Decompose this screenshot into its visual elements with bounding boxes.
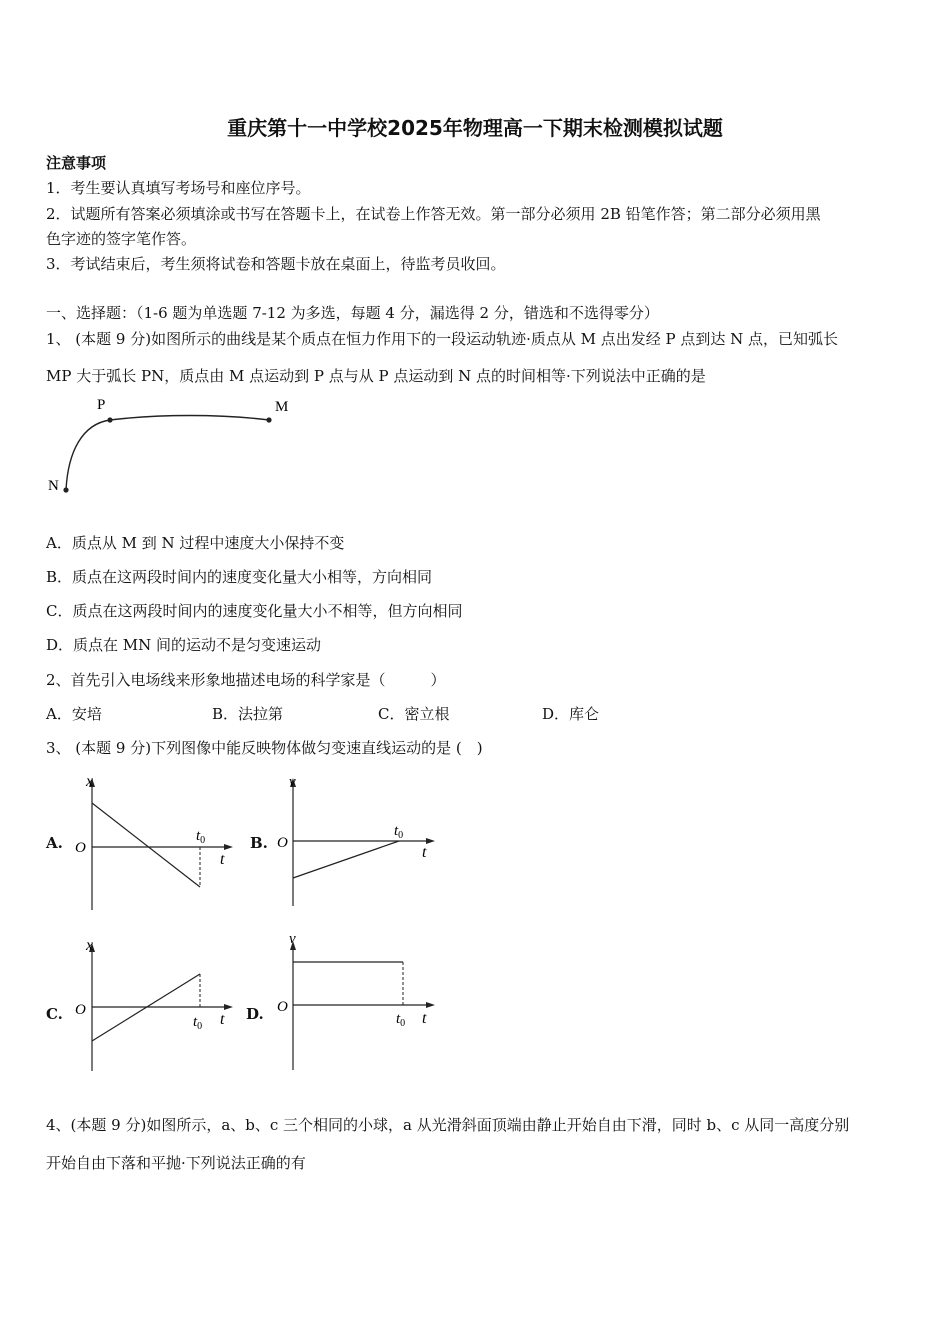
graph-c-x-label: t — [220, 1011, 225, 1028]
trajectory-curve — [66, 416, 269, 491]
graph-b-t0: $t_0$ — [394, 823, 404, 841]
q2-option-c: C．密立根 — [378, 705, 450, 723]
graph-a-label: A. — [46, 834, 63, 852]
graph-d-y-label: v — [289, 931, 296, 947]
point-p-dot — [107, 417, 112, 422]
q4-stem-line1: 4、(本题 9 分)如图所示，a、b、c 三个相同的小球，a 从光滑斜面顶端由静止开始自由下滑，同时 b、c 从同一高度分别 — [46, 1116, 850, 1134]
point-m-label: M — [275, 399, 289, 415]
graph-a-y-label: x — [86, 773, 94, 790]
graph-c-y-label: x — [86, 937, 94, 954]
graph-c-t0: $t_0$ — [193, 1014, 203, 1032]
q2-option-b: B．法拉第 — [212, 705, 284, 723]
graph-a-t0: $t_0$ — [196, 828, 206, 846]
graph-a-x-label: t — [220, 851, 225, 868]
graph-b-line — [293, 841, 399, 878]
graph-d-t0: $t_0$ — [396, 1011, 406, 1029]
point-n-label: N — [48, 478, 59, 494]
q1-stem-line1: 1、 (本题 9 分)如图所示的曲线是某个质点在恒力作用下的一段运动轨迹·质点从 M 点出发经 P 点到达 N 点，已知弧长 — [46, 330, 839, 348]
q1-stem-line2: MP 大于弧长 PN，质点由 M 点运动到 P 点与从 P 点运动到 N 点的时间相等·下列说法中正确的是 — [46, 367, 706, 385]
graph-c-label: C. — [46, 1005, 63, 1023]
q1-option-b: B．质点在这两段时间内的速度变化量大小相等，方向相同 — [46, 568, 433, 586]
graph-d-x-label: t — [422, 1010, 427, 1027]
graph-c-origin: O — [75, 1002, 86, 1018]
q1-option-a: A．质点从 M 到 N 过程中速度大小保持不变 — [46, 534, 345, 552]
point-p-label: P — [97, 397, 106, 413]
graph-b-x-label: t — [422, 844, 427, 861]
notice-item: 2．试题所有答案必须填涂或书写在答题卡上，在试卷上作答无效。第一部分必须用 2B 铅笔作答；第二部分必须用黑 — [46, 205, 821, 223]
q2-option-a: A．安培 — [46, 705, 102, 723]
graph-d-label: D. — [246, 1005, 264, 1023]
notice-item: 1．考生要认真填写考场号和座位序号。 — [46, 179, 311, 197]
graph-b-label: B. — [250, 834, 268, 852]
q1-option-c: C．质点在这两段时间内的速度变化量大小不相等，但方向相同 — [46, 602, 463, 620]
q1-trajectory-figure — [40, 390, 310, 500]
graph-c — [70, 935, 240, 1075]
point-m-dot — [266, 417, 271, 422]
notice-heading: 注意事项 — [46, 154, 107, 172]
graph-b — [272, 770, 442, 915]
q3-stem: 3、 (本题 9 分)下列图像中能反映物体做匀变速直线运动的是 ( ) — [46, 739, 483, 757]
q1-option-d: D．质点在 MN 间的运动不是匀变速运动 — [46, 636, 322, 654]
point-n-dot — [63, 487, 68, 492]
notice-item: 3．考试结束后，考生须将试卷和答题卡放在桌面上，待监考员收回。 — [46, 255, 506, 273]
page-title: 重庆第十一中学校2025年物理高一下期末检测模拟试题 — [227, 116, 723, 140]
graph-a — [70, 770, 240, 915]
q2-stem: 2、首先引入电场线来形象地描述电场的科学家是（ ） — [46, 671, 446, 689]
section-heading: 一、选择题：（1-6 题为单选题 7-12 为多选，每题 4 分，漏选得 2 分，错选和不选得零分） — [46, 304, 659, 322]
q4-stem-line2: 开始自由下落和平抛·下列说法正确的有 — [46, 1154, 306, 1172]
graph-a-line — [92, 803, 200, 887]
notice-item: 色字迹的签字笔作答。 — [46, 230, 197, 248]
graph-b-origin: O — [277, 835, 288, 851]
graph-b-y-label: v — [289, 774, 296, 790]
graph-d-origin: O — [277, 999, 288, 1015]
graph-a-origin: O — [75, 840, 86, 856]
q2-option-d: D．库仑 — [542, 705, 600, 723]
graph-d — [272, 925, 442, 1075]
